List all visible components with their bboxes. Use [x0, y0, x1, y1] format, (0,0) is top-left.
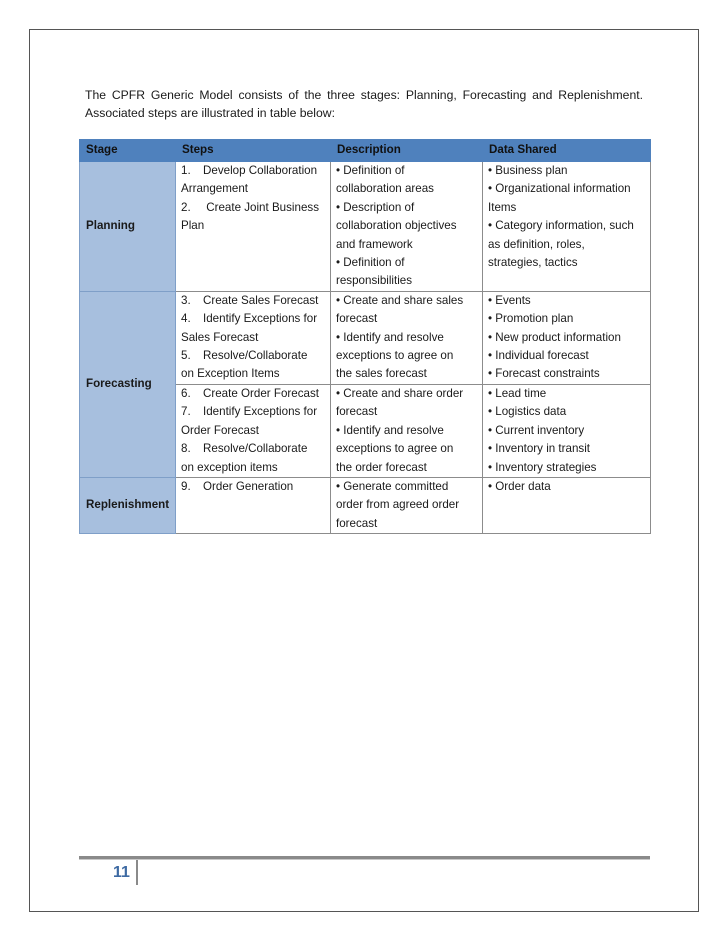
page-number: 11	[113, 864, 130, 881]
header-description: Description	[331, 140, 483, 162]
step-item: 9. Order Generation	[181, 479, 294, 493]
page-number-divider	[136, 860, 138, 885]
step-item-cont: Arrangement	[181, 182, 249, 196]
description-forecasting-sales: • Create and share sales forecast • Identify and resolve exceptions to agree on the sales forecast	[331, 291, 483, 384]
step-item: 2. Create Joint Business	[181, 200, 319, 214]
step-item: 6. Create Order Forecast	[181, 386, 319, 400]
table-row-forecasting-sales	[80, 291, 651, 384]
steps-forecasting-sales	[176, 291, 331, 384]
intro-line-2: Associated steps are illustrated in table below:	[85, 106, 335, 120]
step-item: 3. Create Sales Forecast	[181, 293, 319, 307]
table-row-replenishment	[80, 477, 651, 533]
header-stage: Stage	[80, 140, 176, 162]
step-item-cont: Plan	[181, 219, 205, 233]
step-item: 7. Identify Exceptions for	[181, 405, 318, 419]
step-item-cont: Sales Forecast	[181, 330, 259, 344]
step-item-cont: on Exception Items	[181, 367, 280, 381]
step-item: 1. Develop Collaboration	[181, 164, 318, 177]
header-data-shared: Data Shared	[483, 140, 651, 162]
header-steps: Steps	[176, 140, 331, 162]
cpfr-table	[79, 139, 651, 534]
steps-forecasting-order	[176, 384, 331, 477]
footer-rule-thin	[79, 859, 650, 860]
table-row-planning	[80, 161, 651, 291]
intro-paragraph	[85, 86, 643, 122]
stage-planning: Planning	[80, 161, 176, 291]
steps-planning	[176, 161, 331, 291]
data-shared-replenishment: • Order data	[483, 477, 651, 533]
steps-replenishment	[176, 477, 331, 533]
intro-line-1: The CPFR Generic Model consists of the three stages: Planning, Forecasting and Replenishment.	[85, 88, 643, 102]
step-item: 8. Resolve/Collaborate	[181, 442, 308, 456]
data-shared-forecasting-sales: • Events • Promotion plan • New product information • Individual forecast • Forecast constraints	[483, 291, 651, 384]
step-item-cont: on exception items	[181, 460, 278, 474]
stage-replenishment: Replenishment	[80, 477, 176, 533]
step-item: 4. Identify Exceptions for	[181, 312, 318, 326]
table-header-row	[80, 140, 651, 162]
data-shared-forecasting-order: • Lead time • Logistics data • Current inventory • Inventory in transit • Inventory strategies	[483, 384, 651, 477]
step-item-cont: Order Forecast	[181, 423, 259, 437]
description-replenishment: • Generate committed order from agreed order forecast	[331, 477, 483, 533]
step-item: 5. Resolve/Collaborate	[181, 349, 308, 363]
data-shared-planning: • Business plan • Organizational information Items • Category information, such as definition, roles, strategies, tactics	[483, 161, 651, 291]
description-planning: • Definition of collaboration areas • Description of collaboration objectives and framework • Definition of responsibilities	[331, 161, 483, 291]
description-forecasting-order: • Create and share order forecast • Identify and resolve exceptions to agree on the order forecast	[331, 384, 483, 477]
stage-forecasting: Forecasting	[80, 291, 176, 477]
